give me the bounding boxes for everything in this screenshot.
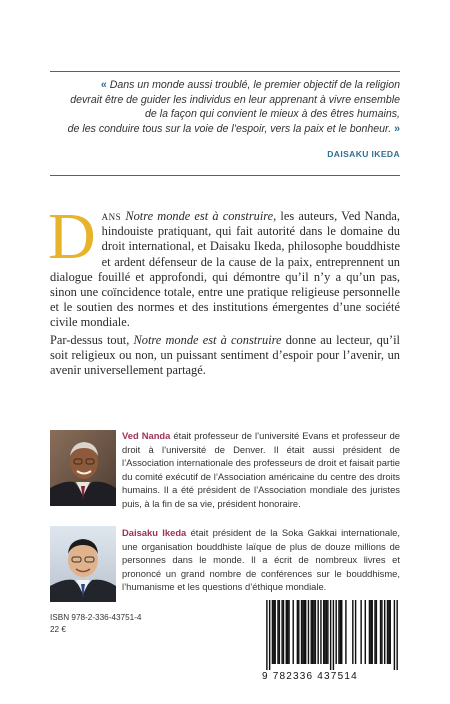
quote-line-3: de la façon qui convient le mieux à des êtres humains, <box>145 108 400 120</box>
para2-text: donne au lecteur, qu’il soit religieux ou non, un puissant sentiment d’espoir pour l’avenir, un avenir universellement partagé. <box>50 333 400 378</box>
bio-name-ved-nanda: Ved Nanda <box>122 430 171 441</box>
barcode-bar <box>315 600 316 664</box>
barcode-bar <box>384 600 385 664</box>
quote-line-2: devrait être de guider les individus en leur apprenant à vivre ensemble <box>70 93 400 106</box>
barcode-bar <box>352 600 353 664</box>
barcode-bar <box>372 600 373 664</box>
barcode-bar <box>287 600 288 664</box>
barcode-bar <box>279 600 280 664</box>
bio-daisaku-ikeda <box>122 526 400 594</box>
barcode-bar <box>365 600 366 664</box>
barcode-bar <box>387 600 388 664</box>
barcode-bar <box>297 600 298 664</box>
barcode-bar <box>298 600 299 664</box>
barcode-bar <box>281 600 282 664</box>
barcode-bar <box>317 600 318 664</box>
barcode-bar <box>381 600 382 664</box>
barcode-bar <box>330 600 331 670</box>
bio-text-daisaku-ikeda: était président de la Soka Gakkai internationale, une organisation bouddhiste laïque de plus de douze millions de personnes dans le monde. Il a écrit de nombreux livres et prononcé un grand nombre de conférences sur le bouddhisme, l’humanisme et les questions d’éthique mondiale. <box>122 527 400 593</box>
barcode-bar <box>305 600 306 664</box>
intro-paragraph <box>48 200 400 331</box>
quote-line-1: Dans un monde aussi troublé, le premier objectif de la religion <box>109 79 400 91</box>
barcode-bar <box>266 600 267 670</box>
barcode-bar <box>345 600 346 664</box>
barcode-bar <box>283 600 284 664</box>
barcode-bar <box>360 600 361 664</box>
barcode-bar <box>286 600 287 664</box>
ved-nanda-portrait <box>50 430 116 506</box>
barcode-bar <box>380 600 381 664</box>
barcode-bar <box>388 600 389 664</box>
barcode-bar <box>374 600 375 664</box>
barcode-bar <box>323 600 324 664</box>
isbn-block <box>50 612 142 636</box>
barcode-bar <box>288 600 289 664</box>
barcode-bar <box>269 600 270 670</box>
barcode-bar <box>335 600 336 664</box>
quote-line-4: de les conduire tous sur la voie de l’espoir, vers la paix et le bonheur. <box>67 122 392 135</box>
second-paragraph <box>50 333 400 379</box>
barcode-bar <box>301 600 302 664</box>
barcode-bar <box>396 600 397 670</box>
quote-author: DAISAKU IKEDA <box>327 149 400 159</box>
bio-ved-nanda <box>122 429 400 511</box>
barcode-bar <box>341 600 342 664</box>
barcode-bar <box>327 600 328 664</box>
drop-cap: D <box>48 200 96 273</box>
barcode-bar <box>338 600 339 664</box>
barcode <box>262 600 402 678</box>
barcode-bar <box>376 600 377 664</box>
barcode-bar <box>302 600 303 664</box>
barcode-bar <box>326 600 327 664</box>
barcode-bar <box>312 600 313 664</box>
bio-name-daisaku-ikeda: Daisaku Ikeda <box>122 527 187 538</box>
barcode-bar <box>369 600 370 664</box>
barcode-bar <box>390 600 391 664</box>
barcode-bar <box>355 600 356 664</box>
barcode-bar <box>333 600 334 670</box>
barcode-bar <box>340 600 341 664</box>
barcode-bar <box>370 600 371 664</box>
close-quote-mark: » <box>394 122 400 135</box>
open-quote-mark: « <box>100 79 107 91</box>
para2-book-title: Notre monde est à construire <box>133 333 282 347</box>
barcode-bar <box>308 600 309 664</box>
para2-lead: Par-dessus tout, <box>50 333 134 347</box>
barcode-digits: 9 782336 437514 <box>262 671 358 682</box>
barcode-bar <box>273 600 274 664</box>
price: 22 € <box>50 625 66 634</box>
bio-text-ved-nanda: était professeur de l’université Evans et professeur de droit à l’université de Denver. Il était aussi président de l’Association internationale des professeurs de droit et faisait partie du comité exécutif de l’Association américaine du centre des droits humains. Il a été président de l’Association mondiale des juristes puis, à la fin de sa vie, président honoraire. <box>122 430 400 509</box>
barcode-bar <box>394 600 395 670</box>
barcode-bar <box>311 600 312 664</box>
top-rule <box>50 71 400 72</box>
intro-text: , les auteurs, Ved Nanda, hindouiste pratiquant, qui fait autorité dans le domaine du droit international, et Daisaku Ikeda, philosophe bouddhiste et ardent défenseur de la cause de la paix, entreprennent un dialogue fouillé et approfondi, qui démontre qu’il n’y a qu’un pas, sinon une coïncidence totale, entre une pratique religieuse personnelle et le soutien des normes et des institutions émergentes d’une société civile mondiale. <box>50 209 400 330</box>
daisaku-ikeda-portrait <box>50 526 116 602</box>
intro-smallcaps: ans <box>101 209 122 223</box>
barcode-bar <box>324 600 325 664</box>
bottom-rule <box>50 175 400 176</box>
barcode-bar <box>313 600 314 664</box>
barcode-bar <box>277 600 278 664</box>
barcode-bar <box>304 600 305 664</box>
epigraph-quote <box>50 78 400 136</box>
barcode-bar <box>274 600 275 664</box>
barcode-bar <box>320 600 321 664</box>
barcode-bar <box>293 600 294 664</box>
barcode-bar <box>272 600 273 664</box>
intro-book-title: Notre monde est à construire <box>125 209 274 223</box>
barcode-bars <box>262 600 402 670</box>
isbn-number: ISBN 978-2-336-43751-4 <box>50 613 142 622</box>
